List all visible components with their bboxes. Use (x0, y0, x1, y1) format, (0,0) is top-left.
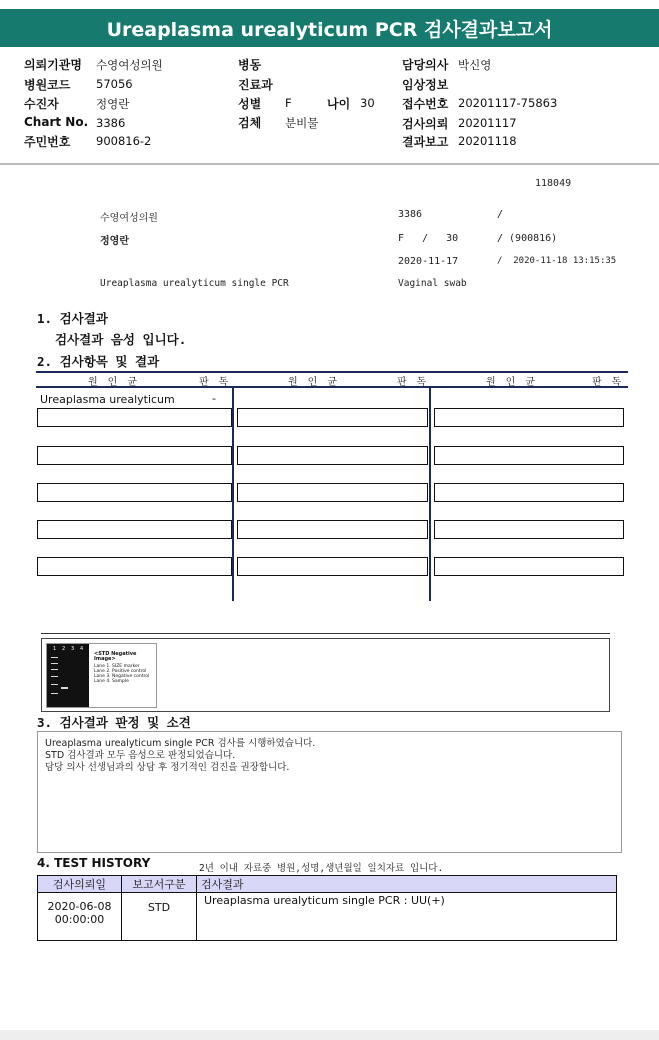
specimen-value: 분비물 (285, 116, 319, 130)
empty-cell (237, 408, 428, 427)
gel-legend-3: Lane 3. Negative control (94, 674, 150, 679)
gel-band (51, 663, 58, 664)
lane-number: 4 (80, 646, 84, 652)
info-clinic: 수영여성의원 (100, 213, 158, 224)
accession-no-value: 20201117-75863 (458, 96, 558, 110)
gel-band (51, 676, 58, 677)
info-received: 2020-11-17 (398, 256, 459, 267)
doctor-label: 담당의사 (402, 58, 449, 72)
history-time: 00:00:00 (54, 913, 105, 926)
ward-label: 병동 (238, 58, 262, 72)
report-date-value: 20201118 (458, 134, 517, 148)
empty-cell (37, 483, 232, 502)
lane-number: 2 (62, 646, 66, 652)
opinion-box (37, 731, 622, 853)
organism-result: - (212, 392, 216, 405)
gel-electrophoresis-image (47, 644, 89, 707)
gel-legend-1: Lane 1. SIZE marker (94, 664, 140, 669)
document-number: 118049 (535, 178, 572, 189)
gel-image-panel (41, 638, 610, 712)
section1-result: 검사결과 음성 입니다. (55, 332, 187, 347)
grid-divider-2 (429, 386, 431, 601)
gel-band (51, 693, 58, 694)
info-specimen: Vaginal swab (398, 278, 467, 289)
section3-heading: 3. 검사결과 판정 및 소견 (37, 715, 191, 730)
gel-top-rule (41, 633, 610, 634)
doctor-value: 박신영 (458, 58, 492, 72)
info-slash: / (497, 209, 504, 220)
empty-cell (237, 557, 428, 576)
accession-no-label: 접수번호 (402, 97, 449, 111)
clinical-info-label: 임상정보 (402, 78, 449, 92)
history-col-date: 검사의뢰일 (38, 876, 122, 893)
info-test-name: Ureaplasma urealyticum single PCR (100, 278, 289, 289)
age-label: 나이 (327, 97, 351, 111)
gel-title: <STD Negative Image> (94, 651, 137, 663)
organism-name: Ureaplasma urealyticum (40, 393, 175, 406)
department-label: 진료과 (238, 78, 273, 92)
chart-no-label: Chart No. (24, 115, 89, 129)
hospital-code-value: 57056 (96, 77, 133, 91)
request-date-label: 검사의뢰 (402, 117, 449, 131)
info-birth: / (900816) (497, 233, 558, 244)
empty-cell (237, 520, 428, 539)
gel-band (51, 657, 58, 658)
empty-cell (37, 408, 232, 427)
report-date-label: 결과보고 (402, 135, 449, 149)
opinion-line: STD 검사결과 모두 음성으로 판정되었습니다. (45, 750, 236, 761)
history-note: 2년 이내 자료중 병원,성명,생년월일 일치자료 입니다. (199, 863, 444, 874)
history-date-cell (38, 893, 122, 941)
request-date-value: 20201117 (458, 116, 517, 130)
gel-band (51, 669, 58, 670)
info-patient: 정영란 (100, 236, 129, 247)
col-organism-1: 원 인 균 (88, 377, 140, 388)
info-sex-age: F / 30 (398, 233, 459, 244)
table-row (38, 893, 617, 941)
info-chart: 3386 (398, 209, 423, 220)
section4-heading: 4. TEST HISTORY (37, 856, 151, 870)
header-divider (0, 163, 659, 165)
info-reported: / 2020-11-18 13:15:35 (497, 256, 617, 266)
empty-cell (434, 408, 624, 427)
opinion-line: Ureaplasma urealyticum single PCR 검사를 시행하였습니다. (45, 738, 316, 749)
empty-cell (434, 557, 624, 576)
history-table (37, 875, 617, 941)
resident-no-label: 주민번호 (24, 135, 71, 149)
history-date: 2020-06-08 (47, 900, 112, 913)
clinic-value: 수영여성의원 (96, 58, 163, 72)
opinion-line: 담당 의사 선생님과의 상담 후 정기적인 검진을 권장합니다. (45, 762, 290, 773)
patient-value: 정영란 (96, 97, 130, 111)
age-value: 30 (360, 96, 375, 110)
col-judgement-2: 판 독 (397, 377, 429, 388)
empty-cell (434, 520, 624, 539)
lane-number: 3 (71, 646, 75, 652)
col-organism-2: 원 인 균 (288, 377, 340, 388)
history-type: STD (122, 893, 197, 941)
gel-band (61, 687, 68, 689)
empty-cell (37, 520, 232, 539)
clinic-label: 의뢰기관명 (24, 58, 82, 72)
empty-cell (434, 483, 624, 502)
patient-label: 수진자 (24, 97, 59, 111)
resident-no-value: 900816-2 (96, 134, 152, 148)
history-col-result: 검사결과 (197, 876, 617, 893)
section2-heading: 2. 검사항목 및 결과 (37, 354, 160, 369)
section1-heading: 1. 검사결과 (37, 311, 108, 326)
specimen-label: 검체 (238, 116, 262, 130)
hospital-code-label: 병원코드 (24, 78, 71, 92)
empty-cell (434, 446, 624, 465)
empty-cell (37, 446, 232, 465)
report-title: Ureaplasma urealyticum PCR 검사결과보고서 (0, 9, 659, 47)
gel-legend-2: Lane 2. Positive control (94, 669, 147, 674)
sex-label: 성별 (238, 97, 262, 111)
history-result: Ureaplasma urealyticum single PCR : UU(+) (197, 893, 617, 941)
lane-number: 1 (53, 646, 57, 652)
chart-no-value: 3386 (96, 116, 126, 130)
empty-cell (237, 446, 428, 465)
col-judgement-1: 판 독 (199, 377, 231, 388)
col-organism-3: 원 인 균 (486, 377, 538, 388)
empty-cell (37, 557, 232, 576)
col-judgement-3: 판 독 (592, 377, 624, 388)
grid-divider-1 (232, 386, 234, 601)
gel-legend-4: Lane 4. Sample (94, 679, 129, 684)
history-col-type: 보고서구분 (122, 876, 197, 893)
page-bottom-strip (0, 1030, 659, 1040)
gel-band (51, 684, 58, 685)
empty-cell (237, 483, 428, 502)
sex-value: F (285, 96, 292, 110)
gel-figure (46, 643, 157, 708)
